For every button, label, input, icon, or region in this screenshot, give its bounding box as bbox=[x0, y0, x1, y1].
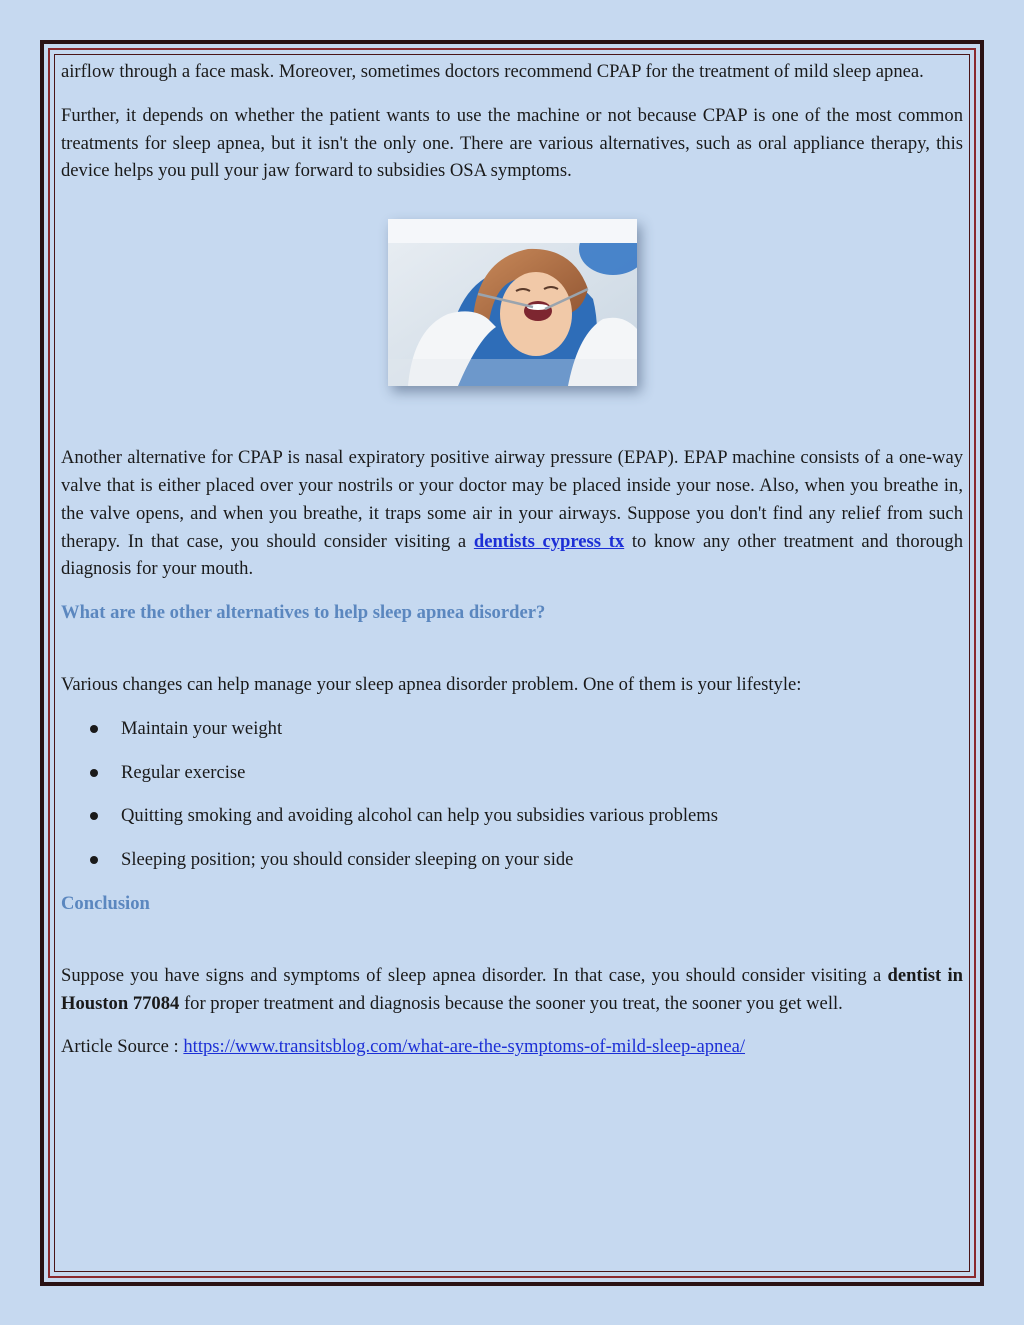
list-item bbox=[61, 759, 963, 787]
list-item bbox=[61, 715, 963, 743]
list-item-text: Quitting smoking and avoiding alcohol can help you subsidies various problems bbox=[121, 805, 718, 827]
dentist-houston-bold: dentist in Houston 77084 bbox=[61, 964, 963, 1014]
list-item-text: Maintain your weight bbox=[121, 717, 283, 739]
paragraph-epap-tail: to know any other treatment and thorough diagnosis for your mouth. bbox=[61, 530, 963, 580]
list-item bbox=[61, 802, 963, 830]
bullet-icon bbox=[90, 769, 98, 777]
section-heading-alternatives: What are the other alternatives to help sleep apnea disorder? bbox=[61, 602, 546, 624]
bullet-icon bbox=[90, 856, 98, 864]
paragraph-epap bbox=[61, 444, 963, 583]
article-source-link[interactable]: https://www.transitsblog.com/what-are-the-symptoms-of-mild-sleep-apnea/ bbox=[183, 1036, 746, 1058]
article-source-label: Article Source : bbox=[61, 1036, 184, 1058]
paragraph-conclusion bbox=[61, 962, 963, 1018]
paragraph-lifestyle: Various changes can help manage your sleep apnea disorder problem. One of them is your lifestyle: bbox=[61, 673, 802, 695]
dental-exam-photo-icon bbox=[388, 219, 637, 386]
dental-exam-photo bbox=[388, 219, 637, 386]
dentists-cypress-link[interactable]: dentists cypress tx bbox=[473, 530, 625, 552]
bullet-icon bbox=[90, 812, 98, 820]
paragraph-alternatives: Further, it depends on whether the patient wants to use the machine or not because CPAP is one of the most common treatments for sleep apnea, but it isn't the only one. There are various alternatives, such as oral appliance therapy, this device helps you pull your jaw forward to subsidies OSA symptoms. bbox=[61, 104, 963, 182]
bullet-icon bbox=[90, 725, 98, 733]
paragraph-conclusion-tail: for proper treatment and diagnosis because the sooner you treat, the sooner you get well. bbox=[179, 992, 843, 1014]
article-source bbox=[61, 1033, 963, 1061]
list-item-text: Sleeping position; you should consider sleeping on your side bbox=[121, 849, 574, 871]
list-item-text: Regular exercise bbox=[121, 761, 246, 783]
paragraph-cpap-intro: airflow through a face mask. Moreover, sometimes doctors recommend CPAP for the treatment of mild sleep apnea. bbox=[61, 61, 924, 82]
list-item bbox=[61, 846, 963, 874]
article-body bbox=[61, 58, 963, 1077]
paragraph-conclusion-text: Suppose you have signs and symptoms of sleep apnea disorder. In that case, you should consider visiting a bbox=[61, 964, 888, 986]
section-heading-conclusion: Conclusion bbox=[61, 892, 150, 914]
lifestyle-list bbox=[61, 715, 963, 874]
paragraph-epap-text: Another alternative for CPAP is nasal expiratory positive airway pressure (EPAP). EPAP machine consists of a one-way valve that is either placed over your nostrils or your doctor may be placed inside your nose. Also, when you breathe in, the valve opens, and when you breathe, it traps some air in your airways. Suppose you don't find any relief from such therapy. In that case, you should consider visiting a bbox=[61, 447, 963, 552]
